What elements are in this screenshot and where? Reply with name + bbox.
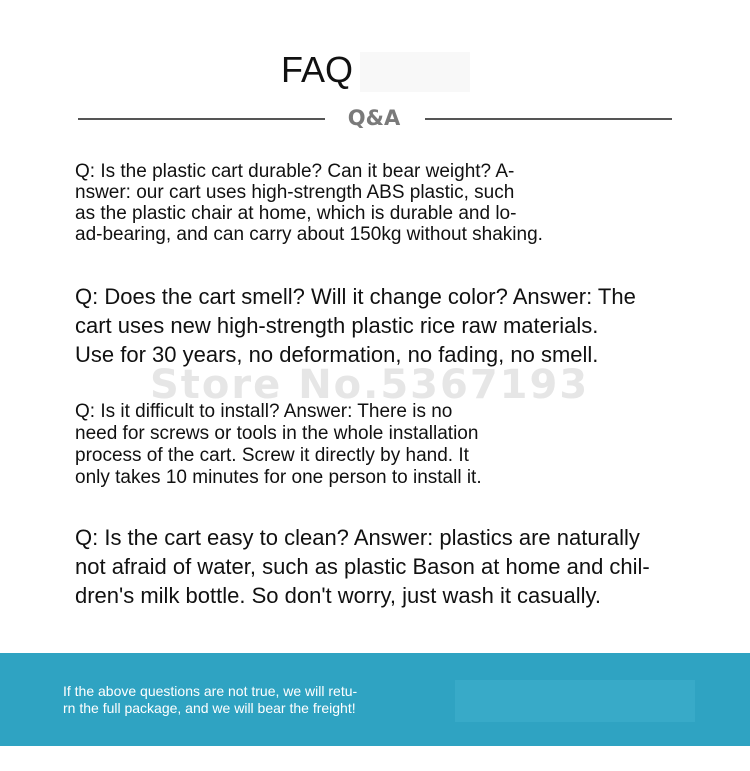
faq-line: Use for 30 years, no deformation, no fading, no smell. xyxy=(75,342,599,367)
faq-line: Q: Is the plastic cart durable? Can it bear weight? A- xyxy=(75,161,515,182)
faq-item-smell xyxy=(75,282,715,369)
faq-line: cart uses new high-strength plastic rice raw materials. xyxy=(75,313,599,338)
faq-line: nswer: our cart uses high-strength ABS plastic, such xyxy=(75,182,515,203)
faq-line: only takes 10 minutes for one person to install it. xyxy=(75,467,482,488)
page-title: FAQ xyxy=(281,49,354,90)
faq-line: as the plastic chair at home, which is durable and lo- xyxy=(75,203,517,224)
faq-line: not afraid of water, such as plastic Bason at home and chil- xyxy=(75,554,650,579)
divider-right xyxy=(425,118,672,120)
faq-line: Q: Is the cart easy to clean? Answer: plastics are naturally xyxy=(75,525,640,550)
guarantee-line: rn the full package, and we will bear the freight! xyxy=(63,700,356,716)
faq-item-cleaning xyxy=(75,523,695,610)
title-background-smudge xyxy=(360,52,470,92)
faq-item-durability xyxy=(75,161,615,245)
footer-background-smudge xyxy=(455,680,695,722)
faq-line: process of the cart. Screw it directly by hand. It xyxy=(75,445,469,466)
faq-line: dren's milk bottle. So don't worry, just wash it casually. xyxy=(75,583,602,608)
section-subtitle: Q&A xyxy=(347,106,401,130)
faq-line: Q: Is it difficult to install? Answer: There is no xyxy=(75,401,453,422)
guarantee-line: If the above questions are not true, we will retu- xyxy=(63,683,358,699)
guarantee-footer xyxy=(0,653,750,746)
faq-line: Q: Does the cart smell? Will it change color? Answer: The xyxy=(75,284,636,309)
guarantee-note xyxy=(63,683,403,717)
store-watermark: Store No.5367193 xyxy=(150,362,590,408)
faq-item-installation xyxy=(75,401,545,489)
faq-line: ad-bearing, and can carry about 150kg without shaking. xyxy=(75,224,543,245)
faq-line: need for screws or tools in the whole installation xyxy=(75,423,479,444)
divider-left xyxy=(78,118,325,120)
